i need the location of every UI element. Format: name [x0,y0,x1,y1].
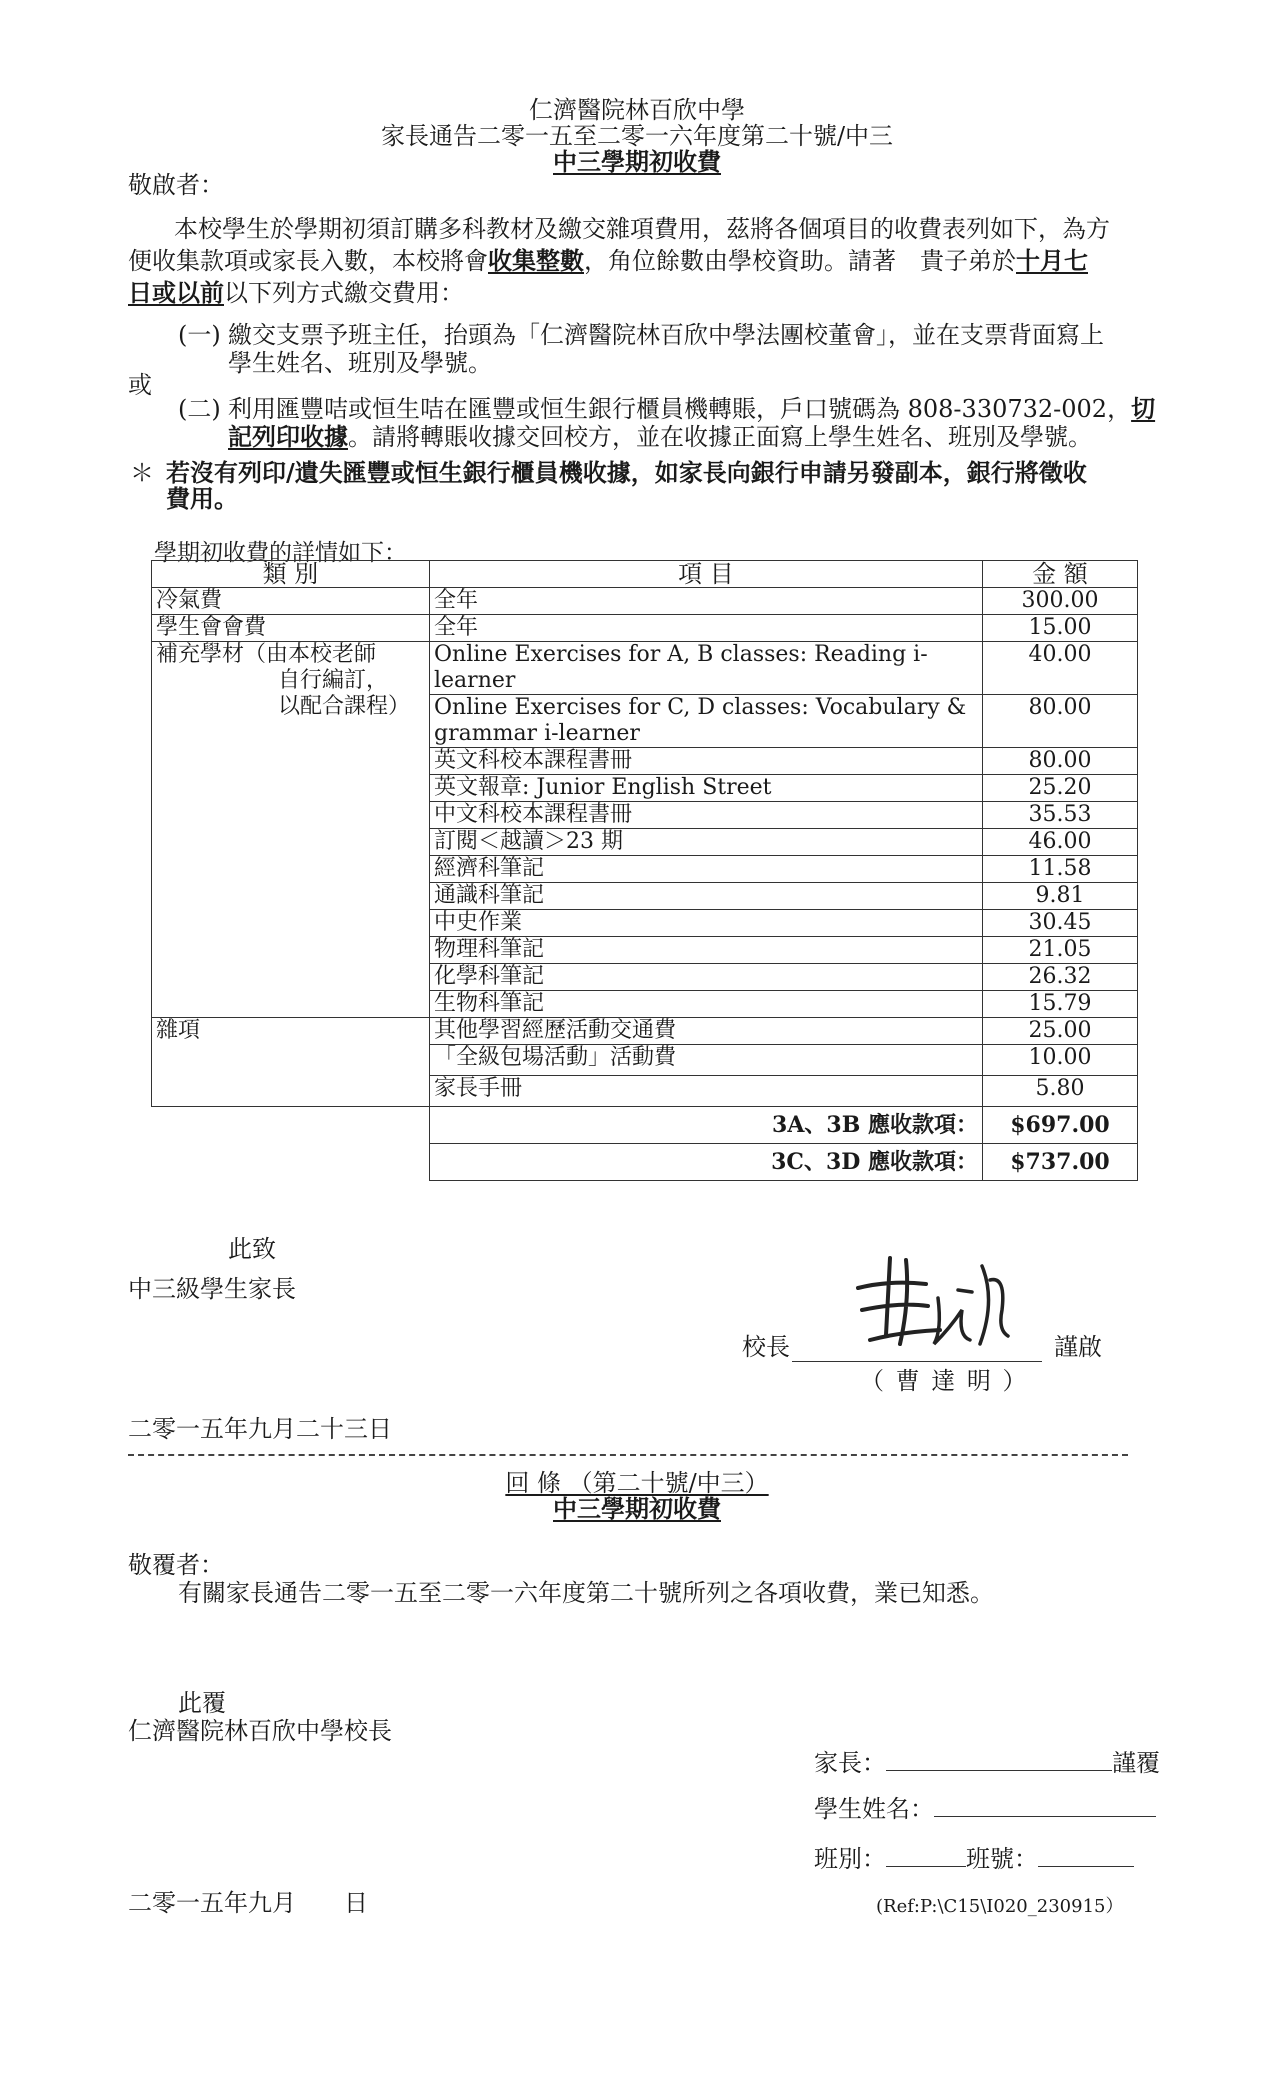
or-label: 或 [128,371,152,399]
reply-date: 二零一五年九月 日 [128,1889,368,1917]
amount-cell: 80.00 [983,748,1138,775]
item-cell: 通識科筆記 [430,883,983,910]
amount-cell: 9.81 [983,883,1138,910]
student-name-input[interactable] [934,1790,1156,1817]
parent-signature-input[interactable] [886,1744,1112,1771]
method-1-number: (一) [178,321,221,349]
amount-cell: 26.32 [983,964,1138,991]
method-2-number: (二) [178,395,221,423]
student-name-label: 學生姓名： [814,1795,934,1823]
warning-line-2: 費用。 [166,484,238,513]
fee-table [151,560,1138,1181]
reply-body: 有關家長通告二零一五至二零一六年度第二十號所列之各項收費，業已知悉。 [178,1579,994,1607]
item-cell: Online Exercises for A, B classes: Reading i-learner [430,642,983,695]
student-name-field [814,1790,1156,1826]
class-number-input[interactable] [1038,1840,1134,1867]
amount-cell: 80.00 [983,695,1138,748]
intro-line-3 [128,276,464,310]
reply-cifu: 此覆 [178,1689,226,1717]
item-cell: 「全級包場活動」活動費 [430,1045,983,1076]
intro-text: ，角位餘數由學校資助。請著 貴子弟於 [584,247,1016,275]
method-2-line-2 [228,420,1092,454]
total-label: 3C、3D 應收款項： [430,1144,983,1181]
method-2-emphasis: 切 [1131,394,1156,423]
closing-recipient: 中三級學生家長 [128,1275,296,1303]
method-2-emphasis-receipt: 記列印收據 [228,422,348,451]
notice-date: 二零一五年九月二十三日 [128,1415,392,1443]
item-cell: 家長手冊 [430,1076,983,1107]
principal-name: （ 曹 達 明 ） [860,1367,1029,1395]
header-amount: 金 額 [983,561,1138,588]
total-row-3ab [152,1107,1138,1144]
school-name: 仁濟醫院林百欣中學 [529,96,745,124]
intro-line-2 [128,244,1088,278]
warning-star: ＊ [130,459,154,487]
table-row [152,588,1138,615]
table-caption: 學期初收費的詳情如下： [154,540,407,566]
intro-text: 以下列方式繳交費用： [224,279,464,307]
blank-cell [152,1107,430,1144]
amount-cell: 30.45 [983,910,1138,937]
notice-number: 家長通告二零一五至二零一六年度第二十號/中三 [380,122,894,150]
table-row [152,1018,1138,1045]
respect-label: 謹啟 [1054,1333,1102,1361]
reply-title: 回 條 （第二十號/中三） [505,1469,769,1497]
method-2-text: 。請將轉賬收據交回校方，並在收據正面寫上學生姓名、班別及學號。 [348,423,1092,451]
item-cell: 英文報章: Junior English Street [430,775,983,802]
method-1-line-2: 學生姓名、班別及學號。 [228,349,492,377]
method-1-line-1: 繳交支票予班主任，抬頭為「仁濟醫院林百欣中學法團校董會」，並在支票背面寫上 [228,321,1104,349]
reply-subtitle: 中三學期初收費 [553,1494,721,1523]
amount-cell: 25.00 [983,1018,1138,1045]
item-cell: 訂閱＜越讀＞23 期 [430,829,983,856]
category-union: 學生會會費 [152,615,430,642]
item-cell: 全年 [430,615,983,642]
principal-signature [830,1240,1030,1360]
principal-label: 校長 [742,1333,790,1361]
amount-cell: 35.53 [983,802,1138,829]
reference-code: (Ref:P:\C15\I020_230915） [876,1896,1124,1917]
table-row [152,615,1138,642]
parent-respect: 謹覆 [1112,1749,1160,1777]
intro-emphasis-round-sum: 收集整數 [488,246,584,275]
closing-cizhi: 此致 [228,1235,276,1263]
amount-cell: 21.05 [983,937,1138,964]
item-cell: 生物科筆記 [430,991,983,1018]
category-materials-line-2: 自行編訂， [278,668,389,693]
intro-deadline-end: 日或以前 [128,278,224,307]
total-amount: $697.00 [983,1107,1138,1144]
intro-text: 便收集款項或家長入數，本校將會 [128,247,488,275]
total-amount: $737.00 [983,1144,1138,1181]
total-label: 3A、3B 應收款項： [430,1107,983,1144]
category-aircon: 冷氣費 [152,588,430,615]
parent-label: 家長： [814,1749,886,1777]
parent-field [814,1744,1160,1780]
notice-title: 中三學期初收費 [553,147,721,176]
total-row-3cd [152,1144,1138,1181]
item-cell: 全年 [430,588,983,615]
amount-cell: 46.00 [983,829,1138,856]
amount-cell: 10.00 [983,1045,1138,1076]
item-cell: 物理科筆記 [430,937,983,964]
tear-off-line [128,1454,1128,1456]
class-label: 班別： [814,1845,886,1873]
header-item: 項 目 [430,561,983,588]
category-materials [152,642,430,1018]
item-cell: 中史作業 [430,910,983,937]
blank-cell [152,1144,430,1181]
item-cell: 化學科筆記 [430,964,983,991]
amount-cell: 5.80 [983,1076,1138,1107]
item-cell: 中文科校本課程書冊 [430,802,983,829]
class-input[interactable] [886,1840,966,1867]
reply-salutation: 敬覆者： [128,1551,224,1579]
amount-cell: 300.00 [983,588,1138,615]
table-row [152,642,1138,695]
amount-cell: 11.58 [983,856,1138,883]
class-number-label: 班號： [966,1845,1038,1873]
item-cell: 經濟科筆記 [430,856,983,883]
amount-cell: 15.00 [983,615,1138,642]
intro-line-1: 本校學生於學期初須訂購多科教材及繳交雜項費用，茲將各個項目的收費表列如下，為方 [174,215,1110,243]
header-category: 類 別 [152,561,430,588]
class-field [814,1840,1134,1876]
amount-cell: 25.20 [983,775,1138,802]
item-cell: 英文科校本課程書冊 [430,748,983,775]
warning-line-1: 若沒有列印/遺失匯豐或恒生銀行櫃員機收據，如家長向銀行申請另發副本，銀行將徵收 [166,458,1087,487]
signature-line [792,1361,1042,1362]
method-2-text: 利用匯豐咭或恒生咭在匯豐或恒生銀行櫃員機轉賬，戶口號碼為 808-330732-002， [228,395,1132,423]
category-materials-line-3: 以配合課程） [278,694,411,719]
reply-recipient: 仁濟醫院林百欣中學校長 [128,1717,392,1745]
salutation: 敬啟者： [128,171,224,199]
category-misc: 雜項 [152,1018,430,1107]
amount-cell: 40.00 [983,642,1138,695]
item-cell: Online Exercises for C, D classes: Vocabulary & grammar i-learner [430,695,983,748]
table-header-row [152,561,1138,588]
category-materials-line-1: 補充學材（由本校老師 [156,642,377,667]
intro-deadline: 十月七 [1016,246,1088,275]
amount-cell: 15.79 [983,991,1138,1018]
item-cell: 其他學習經歷活動交通費 [430,1018,983,1045]
